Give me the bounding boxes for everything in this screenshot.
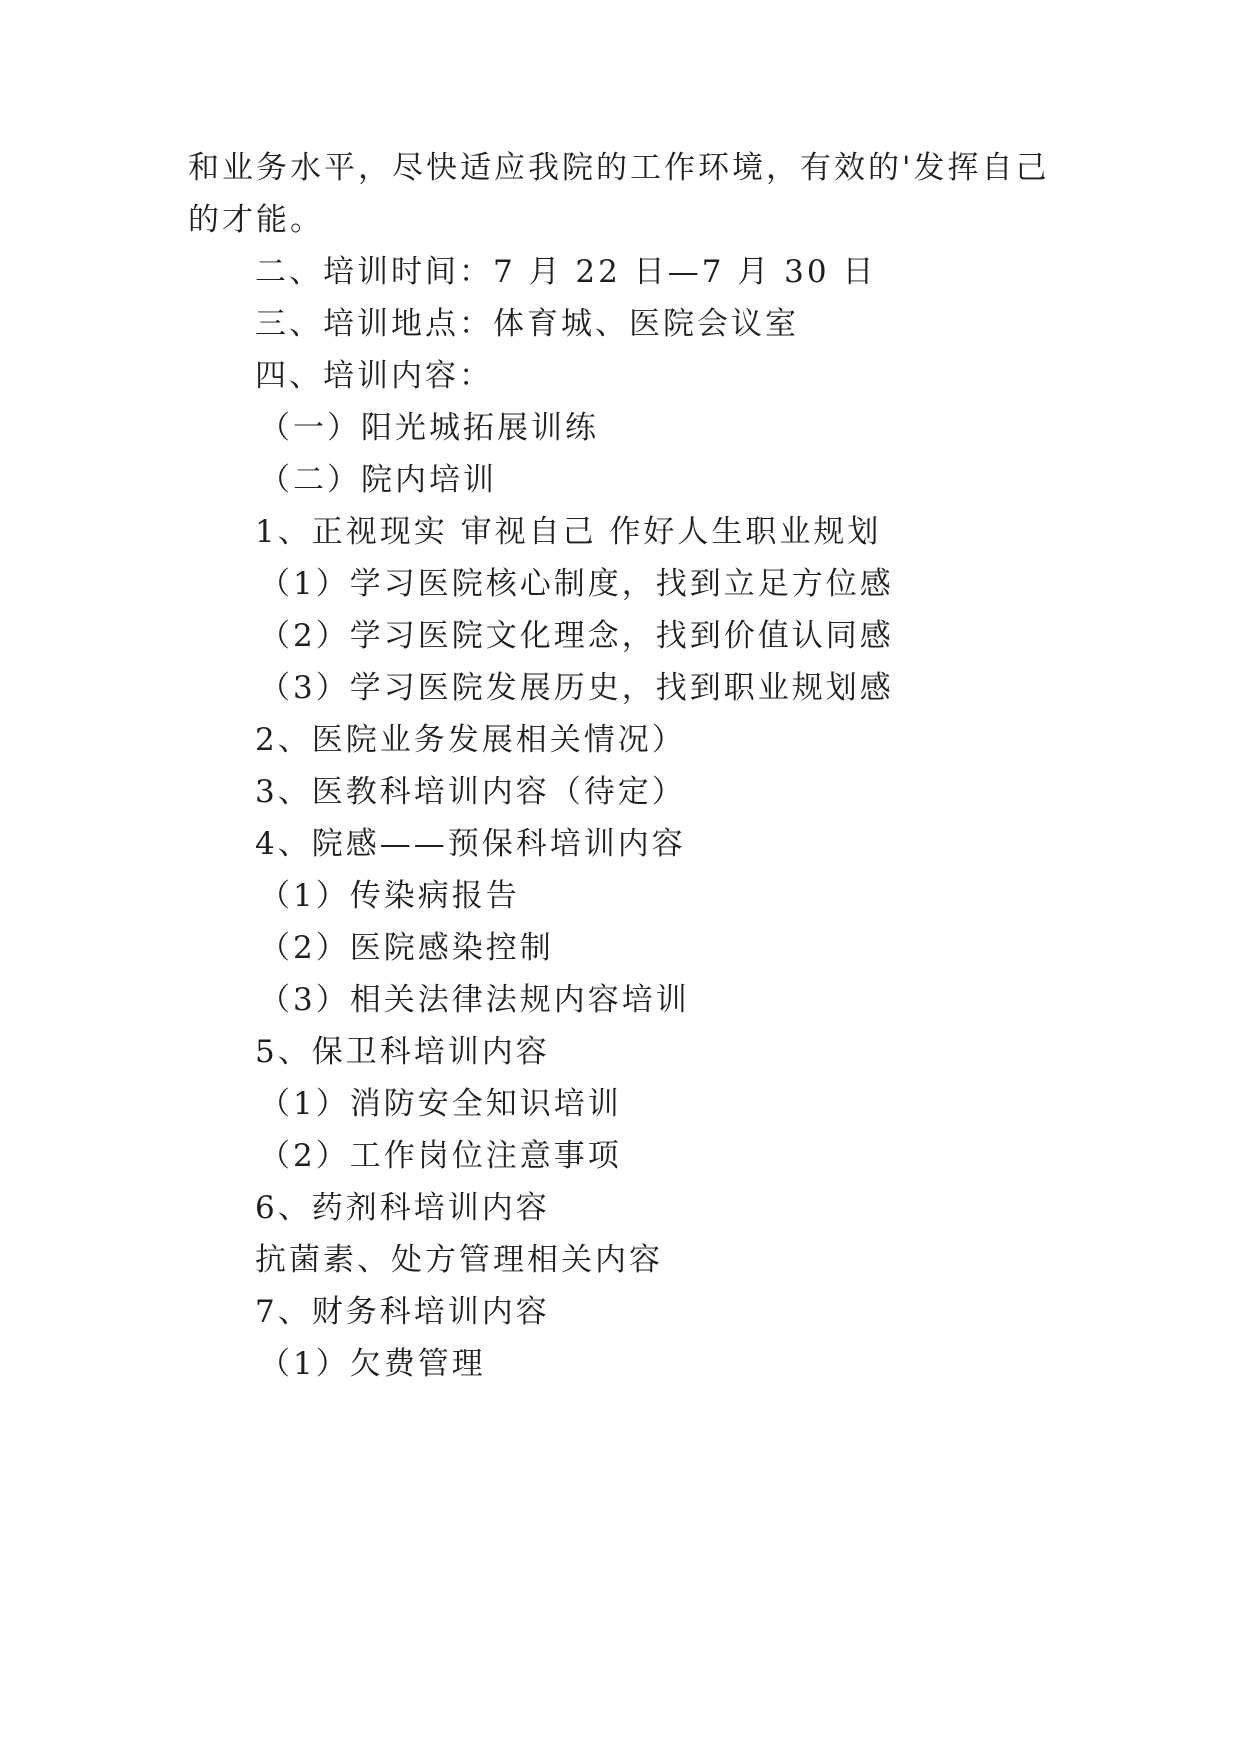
list-item-5: 5、保卫科培训内容 bbox=[255, 1034, 550, 1070]
list-subitem: （1）学习医院核心制度，找到立足方位感 bbox=[259, 566, 894, 602]
paragraph-line-1: 和业务水平，尽快适应我院的工作环境，有效的'发挥自己 bbox=[188, 150, 1050, 186]
subsection-1: （一）阳光城拓展训练 bbox=[259, 410, 599, 446]
section-training-content: 四、培训内容： bbox=[255, 358, 493, 394]
list-item-4: 4、院感——预保科培训内容 bbox=[255, 826, 686, 862]
paragraph-line-2: 的才能。 bbox=[188, 202, 324, 238]
list-subitem: （2）医院感染控制 bbox=[259, 930, 554, 966]
list-subitem: （3）学习医院发展历史，找到职业规划感 bbox=[259, 670, 894, 706]
list-subitem: （1）欠费管理 bbox=[259, 1346, 486, 1382]
list-item-3: 3、医教科培训内容（待定） bbox=[255, 774, 686, 810]
section-training-time: 二、培训时间：7 月 22 日—7 月 30 日 bbox=[255, 254, 877, 290]
list-subitem: （1）消防安全知识培训 bbox=[259, 1086, 622, 1122]
list-item-1: 1、正视现实 审视自己 作好人生职业规划 bbox=[255, 514, 882, 550]
subsection-2: （二）院内培训 bbox=[259, 462, 497, 498]
list-item-6: 6、药剂科培训内容 bbox=[255, 1190, 550, 1226]
list-subitem: （2）学习医院文化理念，找到价值认同感 bbox=[259, 618, 894, 654]
list-item-6-detail: 抗菌素、处方管理相关内容 bbox=[255, 1242, 663, 1278]
list-subitem: （1）传染病报告 bbox=[259, 878, 520, 914]
list-subitem: （2）工作岗位注意事项 bbox=[259, 1138, 622, 1174]
list-subitem: （3）相关法律法规内容培训 bbox=[259, 982, 690, 1018]
section-training-place: 三、培训地点：体育城、医院会议室 bbox=[255, 306, 799, 342]
list-item-7: 7、财务科培训内容 bbox=[255, 1294, 550, 1330]
list-item-2: 2、医院业务发展相关情况） bbox=[255, 722, 686, 758]
